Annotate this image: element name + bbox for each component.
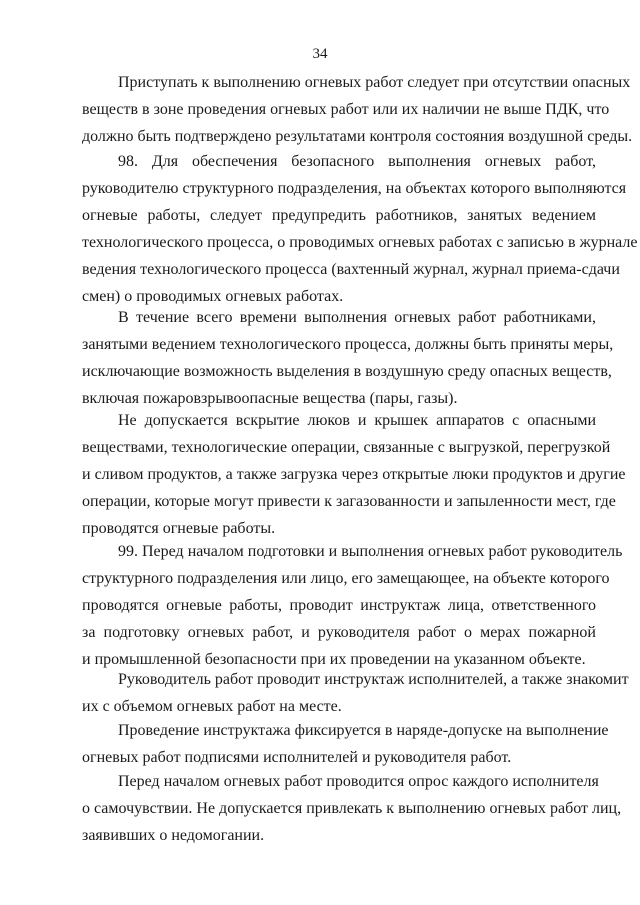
- text-line: исключающие возможность выделения в воздушную среду опасных веществ,: [82, 363, 612, 380]
- page-number: 34: [312, 46, 328, 62]
- text-line: Перед началом огневых работ проводится опрос каждого исполнителя: [118, 773, 599, 790]
- text-line: Приступать к выполнению огневых работ следует при отсутствии опасных: [118, 74, 631, 91]
- text-line: занятыми ведением технологического процесса, должны быть приняты меры,: [82, 336, 614, 353]
- text-line: веществами, технологические операции, связанные с выгрузкой, перегрузкой: [82, 439, 611, 456]
- text-line: огневых работ подписями исполнителей и руководителя работ.: [82, 749, 512, 766]
- text-line: Не допускается вскрытие люков и крышек аппаратов с опасными: [118, 412, 596, 429]
- text-line: 98. Для обеспечения безопасного выполнения огневых работ,: [118, 153, 596, 170]
- text-line: проводятся огневые работы.: [82, 520, 276, 537]
- text-line: Проведение инструктажа фиксируется в наряде-допуске на выполнение: [118, 722, 609, 739]
- text-line: о самочувствии. Не допускается привлекать к выполнению огневых работ лиц,: [82, 800, 622, 817]
- text-line: заявивших о недомогании.: [82, 827, 265, 844]
- text-line: веществ в зоне проведения огневых работ или их наличии не выше ПДК, что: [82, 101, 610, 118]
- text-line: их с объемом огневых работ на месте.: [82, 698, 342, 715]
- text-line: проводятся огневые работы, проводит инструктаж лица, ответственного: [82, 597, 596, 614]
- text-line: ведения технологического процесса (вахтенный журнал, журнал приема-сдачи: [82, 261, 620, 278]
- text-line: включая пожаровзрывоопасные вещества (пары, газы).: [82, 390, 458, 407]
- text-line: смен) о проводимых огневых работах.: [82, 288, 344, 305]
- text-line: и промышленной безопасности при их проведении на указанном объекте.: [82, 651, 586, 668]
- text-line: В течение всего времени выполнения огневых работ работниками,: [118, 309, 596, 326]
- text-line: должно быть подтверждено результатами контроля состояния воздушной среды.: [82, 128, 633, 145]
- text-line: и сливом продуктов, а также загрузка через открытые люки продуктов и другие: [82, 466, 626, 483]
- text-line: технологического процесса, о проводимых огневых работах с записью в журнале: [82, 234, 638, 251]
- text-line: руководителю структурного подразделения, на объектах которого выполняются: [82, 180, 627, 197]
- text-line: Руководитель работ проводит инструктаж исполнителей, а также знакомит: [118, 671, 629, 688]
- text-line: структурного подразделения или лицо, его замещающее, на объекте которого: [82, 570, 610, 587]
- text-line: операции, которые могут привести к загазованности и запыленности мест, где: [82, 493, 616, 510]
- text-line: за подготовку огневых работ, и руководителя работ о мерах пожарной: [82, 624, 596, 641]
- text-line: огневые работы, следует предупредить работников, занятых ведением: [82, 207, 596, 224]
- text-line: 99. Перед началом подготовки и выполнения огневых работ руководитель: [118, 543, 623, 560]
